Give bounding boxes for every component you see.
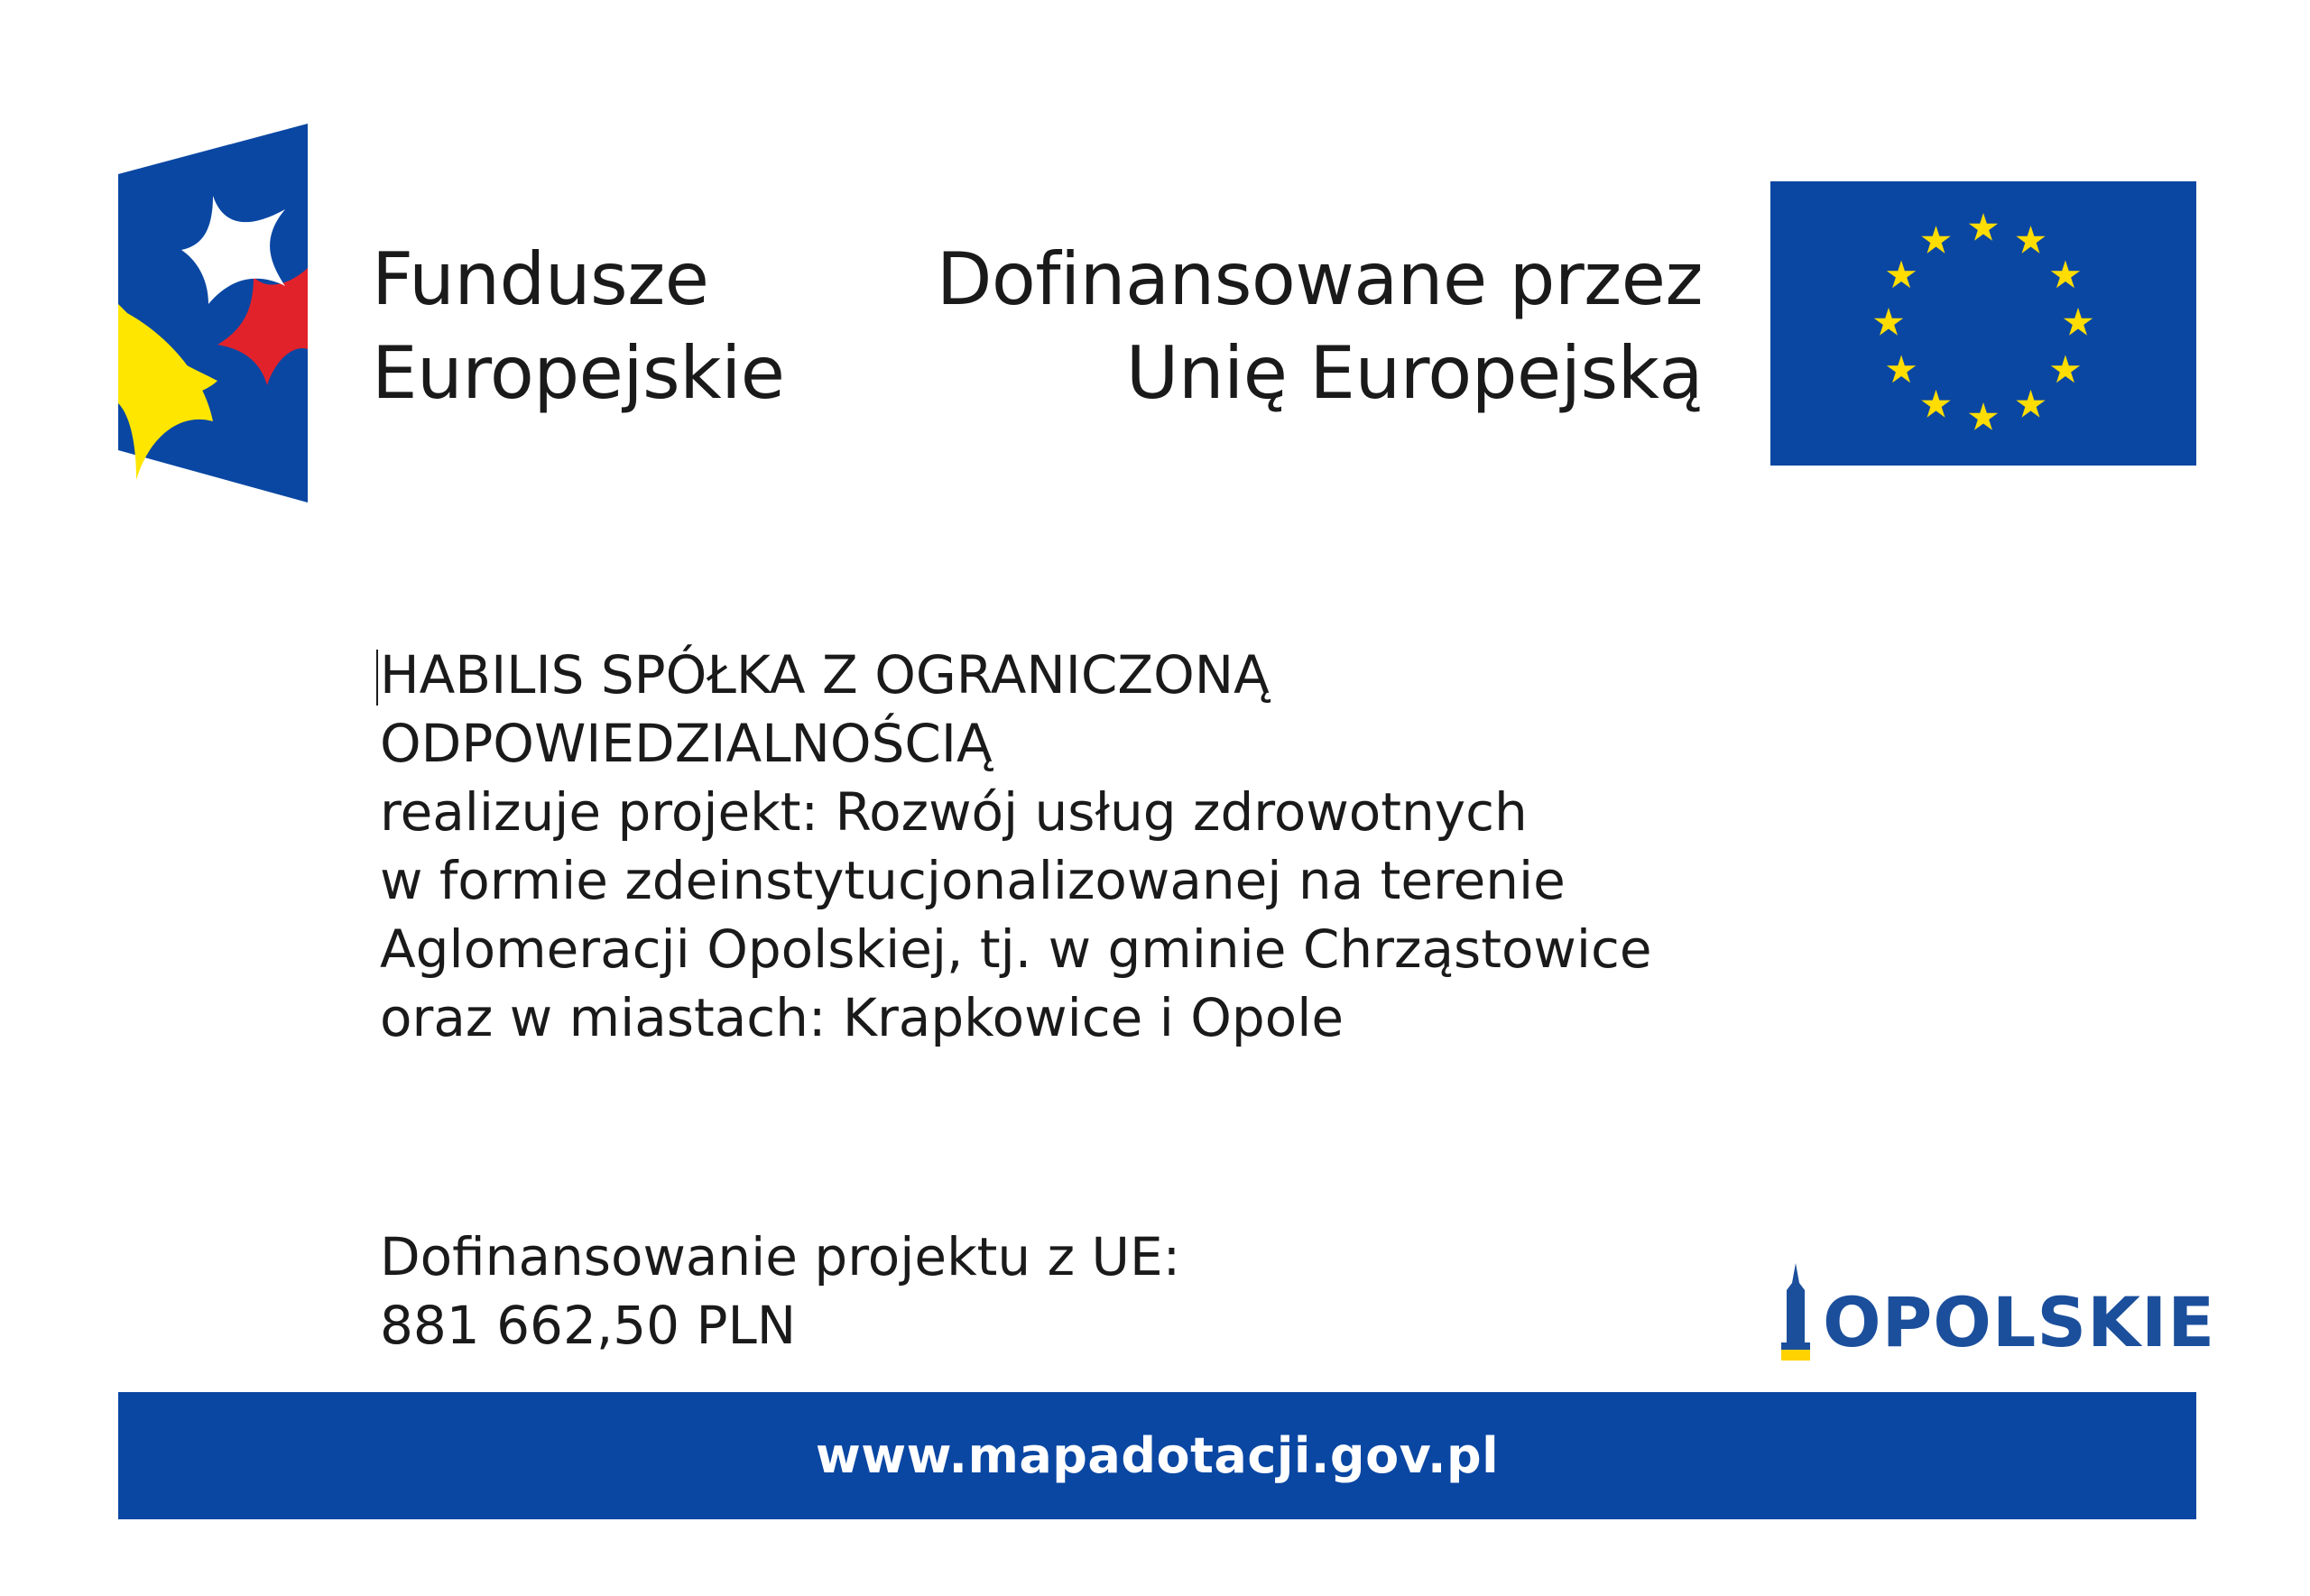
europejskie-line: Europejskie: [372, 331, 785, 415]
funding-label: Dofinansowanie projektu z UE:: [380, 1226, 1181, 1287]
funding-info: [380, 1222, 1180, 1360]
project-line-4: oraz w miastach: Krapkowice i Opole: [380, 987, 1344, 1048]
eu-flag-icon: [1770, 181, 2196, 466]
fundusze-europejskie-wordmark: [372, 233, 785, 420]
project-line-1: realizuje projekt: Rozwój usług zdrowotnych: [380, 781, 1528, 843]
project-description: [380, 641, 1733, 1052]
beneficiary-name-line-1: HABILIS SPÓŁKA Z OGRANICZONĄ: [380, 644, 1270, 706]
opolskie-logo: [1770, 1263, 2216, 1362]
beneficiary-name-line-2: ODPOWIEDZIALNOŚCIĄ: [380, 713, 993, 774]
mapadotacji-link[interactable]: www.mapadotacji.gov.pl: [815, 1427, 1500, 1484]
project-line-3: Aglomeracji Opolskiej, tj. w gminie Chrząstowice: [380, 918, 1652, 980]
fundusze-line: Fundusze: [372, 237, 709, 321]
opolskie-wordmark: OPOLSKIE: [1823, 1282, 2216, 1362]
unie-europejska-line: Unię Europejską: [1125, 331, 1703, 415]
project-line-2: w formie zdeinstytucjonalizowanej na terenie: [380, 850, 1566, 911]
dofinansowane-line: Dofinansowane przez: [936, 237, 1703, 321]
text-cursor: [376, 650, 378, 706]
footer-bar: [118, 1392, 2196, 1519]
opolskie-tower-icon: [1778, 1263, 1814, 1362]
dofinansowane-wordmark: [937, 233, 1703, 420]
fundusze-europejskie-logo-icon: [118, 124, 308, 503]
funding-amount: 881 662,50 PLN: [380, 1295, 797, 1356]
